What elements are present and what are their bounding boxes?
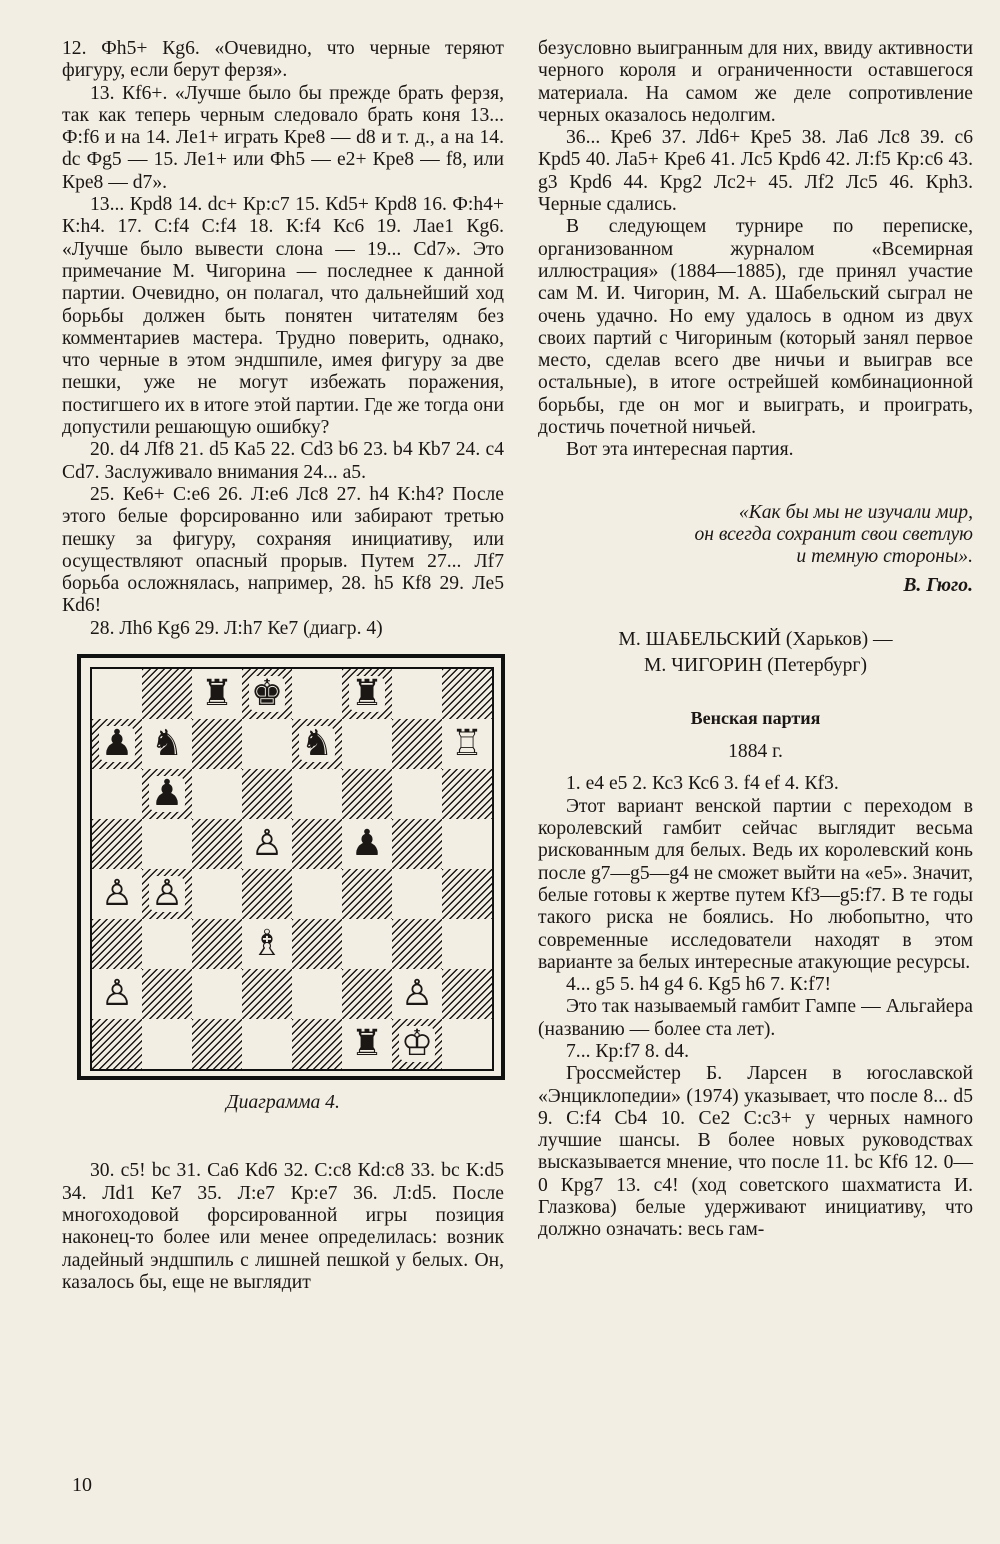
chess-piece-icon: ♙	[150, 873, 184, 915]
paragraph: 28. Лh6 Кg6 29. Л:h7 Ке7 (диагр. 4)	[90, 617, 383, 639]
board-square-d4	[242, 869, 292, 919]
board-square-c1	[192, 1019, 242, 1069]
paragraph: Этот вариант венской партии с переходом в королевский гамбит сейчас выглядит весьма рискованным для белых. Ведь их королевский конь после g7—g5—g4 не сможет выйти на «е5». Значит, белые готовы к жертве путем Кf3—g5:f7. В те годы такого риска не боялись. Но любопытно, что современные исследователи находят в этом варианте за белых интересные атакующие ресурсы.	[538, 795, 973, 973]
game-year: 1884 г.	[728, 741, 783, 763]
board-square-a5	[92, 819, 142, 869]
board-square-c5	[192, 819, 242, 869]
board-square-c6	[192, 769, 242, 819]
players-line: М. ЧИГОРИН (Петербург)	[644, 654, 867, 676]
paragraph: В следующем турнире по переписке, организованном журналом «Всемирная иллюстрация» (1884—1885), где принял участие сам М. И. Чигорин, М. А. Шабельский сыграл не очень удачно. Но ему удалось в одном из двух своих партий с Чигориным (который занял первое место, сделав всего две ничьи и выиграв все остальные), в итоге острейшей комбинационной борьбы, где он мог и выиграть, и проиграть, достичь почетной ничьей.	[538, 216, 973, 439]
board-square-e5	[292, 819, 342, 869]
board-frame	[77, 654, 505, 1080]
board-square-g3	[392, 919, 442, 969]
chess-piece-icon: ♔	[400, 1023, 434, 1065]
chess-diagram	[77, 654, 487, 1080]
board-square-f4	[342, 869, 392, 919]
board-square-d7	[242, 719, 292, 769]
paragraph: Гроссмейстер Б. Ларсен в югославской «Энциклопедии» (1974) указывает, что после 8... d5 9. С:f4 Сb4 10. Се2 С:c3+ у черных намного лучшие шансы. В более новых руководствах высказывается мнение, что после 11. bc Кf6 12. 0—0 Крg7 13. c4! (ход советского шахматиста И. Глазкова) белые удерживают инициативу, что должно означать: весь гам-	[538, 1063, 973, 1241]
chess-piece-icon: ♙	[100, 873, 134, 915]
paragraph: безусловно выигранным для них, ввиду активности черного короля и ограниченности оставшегося материала. На самом же деле сопротивление черных оказалось недолгим.	[538, 38, 973, 126]
paragraph: 13... Крd8 14. dc+ Кр:c7 15. Кd5+ Крd8 16. Ф:h4+ К:h4. 17. С:f4 С:f4 18. К:f4 Кс6 19. Лае1 Кg6. «Лучше было вывести слона — 19... Сd7». Это примечание М. Чигорина — последнее к данной партии. Очевидно, он полагал, что дальнейший ход борьбы должен быть понятен читателям без комментариев мастера. Трудно поверить, однако, что черные в этом эндшпиле, имея фигуру за две пешки, уже не могут избежать поражения, постигшего их в итоге этой партии. Где же тогда они допустили решающую ошибку?	[62, 194, 504, 439]
board-square-b3	[142, 919, 192, 969]
board-square-f6	[342, 769, 392, 819]
chess-piece-icon: ♖	[450, 723, 484, 765]
board-square-d8	[242, 669, 292, 719]
board-square-b4	[142, 869, 192, 919]
game-players	[538, 627, 973, 679]
paragraph: 1. e4 e5 2. Кс3 Кс6 3. f4 ef 4. Кf3.	[566, 773, 839, 795]
board-square-f7	[342, 719, 392, 769]
board-square-c8	[192, 669, 242, 719]
board-square-h4	[442, 869, 492, 919]
board-square-h3	[442, 919, 492, 969]
board-square-d5	[242, 819, 292, 869]
chess-piece-icon: ♙	[100, 973, 134, 1015]
chess-piece-icon: ♟	[150, 773, 184, 815]
board-square-b1	[142, 1019, 192, 1069]
right-column	[538, 38, 973, 1242]
board-square-g8	[392, 669, 442, 719]
board-square-e8	[292, 669, 342, 719]
chess-board	[90, 667, 494, 1071]
epigraph-line: и темную стороны».	[796, 546, 973, 568]
epigraph-line: он всегда сохранит свои светлую	[694, 523, 973, 545]
epigraph-author: В. Гюго.	[903, 574, 973, 596]
chess-piece-icon: ♙	[400, 973, 434, 1015]
board-square-b2	[142, 969, 192, 1019]
board-square-f1	[342, 1019, 392, 1069]
chess-piece-icon: ♜	[200, 673, 234, 715]
board-square-g7	[392, 719, 442, 769]
paragraph: 4... g5 5. h4 g4 6. Кg5 h6 7. К:f7!	[566, 974, 832, 996]
board-square-b6	[142, 769, 192, 819]
epigraph-line: «Как бы мы не изучали мир,	[738, 501, 973, 523]
board-square-h6	[442, 769, 492, 819]
chess-piece-icon: ♚	[250, 673, 284, 715]
paragraph: 7... Кр:f7 8. d4.	[566, 1040, 690, 1062]
paragraph: Вот эта интересная партия.	[566, 439, 794, 461]
board-square-e2	[292, 969, 342, 1019]
paragraph: Это так называемый гамбит Гампе — Альгайера (названию — более ста лет).	[538, 996, 973, 1040]
chess-piece-icon: ♜	[350, 673, 384, 715]
left-column	[62, 38, 504, 1294]
board-square-d3	[242, 919, 292, 969]
board-square-c2	[192, 969, 242, 1019]
page-number: 10	[72, 1474, 92, 1496]
board-square-e6	[292, 769, 342, 819]
paragraph: 20. d4 Лf8 21. d5 Кa5 22. Сd3 b6 23. b4 Кb7 24. c4 Сd7. Заслуживало внимания 24... a5.	[62, 439, 504, 483]
board-square-h1	[442, 1019, 492, 1069]
board-square-a8	[92, 669, 142, 719]
board-square-f8	[342, 669, 392, 719]
board-square-c3	[192, 919, 242, 969]
paragraph: 12. Фh5+ Кg6. «Очевидно, что черные теряют фигуру, если берут ферзя».	[62, 38, 504, 82]
paragraph: 25. Ке6+ С:e6 26. Л:e6 Лc8 27. h4 К:h4? После этого белые форсированно или забирают третью пешку за фигуру, сохраняя инициативу, или осуществляют опасный прорыв. Путем 27... Лf7 борьба осложнялась, например, 28. h5 Кf8 29. Лe5 Кd6!	[62, 483, 504, 617]
board-square-a7	[92, 719, 142, 769]
board-square-a6	[92, 769, 142, 819]
players-line: М. ШАБЕЛЬСКИЙ (Харьков) —	[618, 628, 893, 650]
board-square-f2	[342, 969, 392, 1019]
paragraph: 13. Кf6+. «Лучше было бы прежде брать ферзя, так как теперь черным следовало брать коня 13... Ф:f6 и на 14. Лe1+ играть Кре8 — d8 и т. д., а на 14. dc Фg5 — 15. Лe1+ или Фh5 — e2+ Кре8 — f8, или Кре8 — d7».	[62, 82, 504, 193]
board-square-g5	[392, 819, 442, 869]
board-square-c4	[192, 869, 242, 919]
board-square-a4	[92, 869, 142, 919]
board-square-a1	[92, 1019, 142, 1069]
chess-piece-icon: ♞	[300, 723, 334, 765]
board-square-b5	[142, 819, 192, 869]
board-square-a2	[92, 969, 142, 1019]
chess-piece-icon: ♜	[350, 1023, 384, 1065]
board-square-d2	[242, 969, 292, 1019]
board-square-c7	[192, 719, 242, 769]
epigraph	[538, 502, 973, 569]
chess-piece-icon: ♟	[100, 723, 134, 765]
board-square-h5	[442, 819, 492, 869]
board-square-e7	[292, 719, 342, 769]
board-square-d1	[242, 1019, 292, 1069]
board-square-h8	[442, 669, 492, 719]
chess-piece-icon: ♞	[150, 723, 184, 765]
board-square-e1	[292, 1019, 342, 1069]
chess-piece-icon: ♙	[250, 823, 284, 865]
board-square-b7	[142, 719, 192, 769]
diagram-caption: Диаграмма 4.	[226, 1092, 340, 1114]
board-square-b8	[142, 669, 192, 719]
board-square-f5	[342, 819, 392, 869]
board-square-e3	[292, 919, 342, 969]
board-square-g4	[392, 869, 442, 919]
board-square-a3	[92, 919, 142, 969]
board-square-g6	[392, 769, 442, 819]
board-square-h2	[442, 969, 492, 1019]
board-square-e4	[292, 869, 342, 919]
opening-title: Венская партия	[690, 707, 821, 728]
chess-piece-icon: ♟	[350, 823, 384, 865]
board-square-g1	[392, 1019, 442, 1069]
chess-piece-icon: ♗	[250, 923, 284, 965]
board-square-d6	[242, 769, 292, 819]
paragraph: 30. c5! bc 31. Сa6 Кd6 32. С:c8 Кd:c8 33. bc К:d5 34. Лd1 Ке7 35. Л:e7 Кр:e7 36. Л:d5. После многоходовой форсированной игры позиция наконец-то более или менее определилась: возник ладейный эндшпиль с лишней пешкой у белых. Он, казалось бы, еще не выглядит	[62, 1160, 504, 1293]
board-square-g2	[392, 969, 442, 1019]
board-square-f3	[342, 919, 392, 969]
paragraph: 36... Кре6 37. Лd6+ Кре5 38. Лa6 Лс8 39. c6 Крd5 40. Лa5+ Кре6 41. Лс5 Крd6 42. Л:f5 Кр:c6 43. g3 Крd6 44. Крg2 Лс2+ 45. Лf2 Лс5 46. Крh3. Черные сдались.	[538, 127, 973, 216]
board-square-h7	[442, 719, 492, 769]
